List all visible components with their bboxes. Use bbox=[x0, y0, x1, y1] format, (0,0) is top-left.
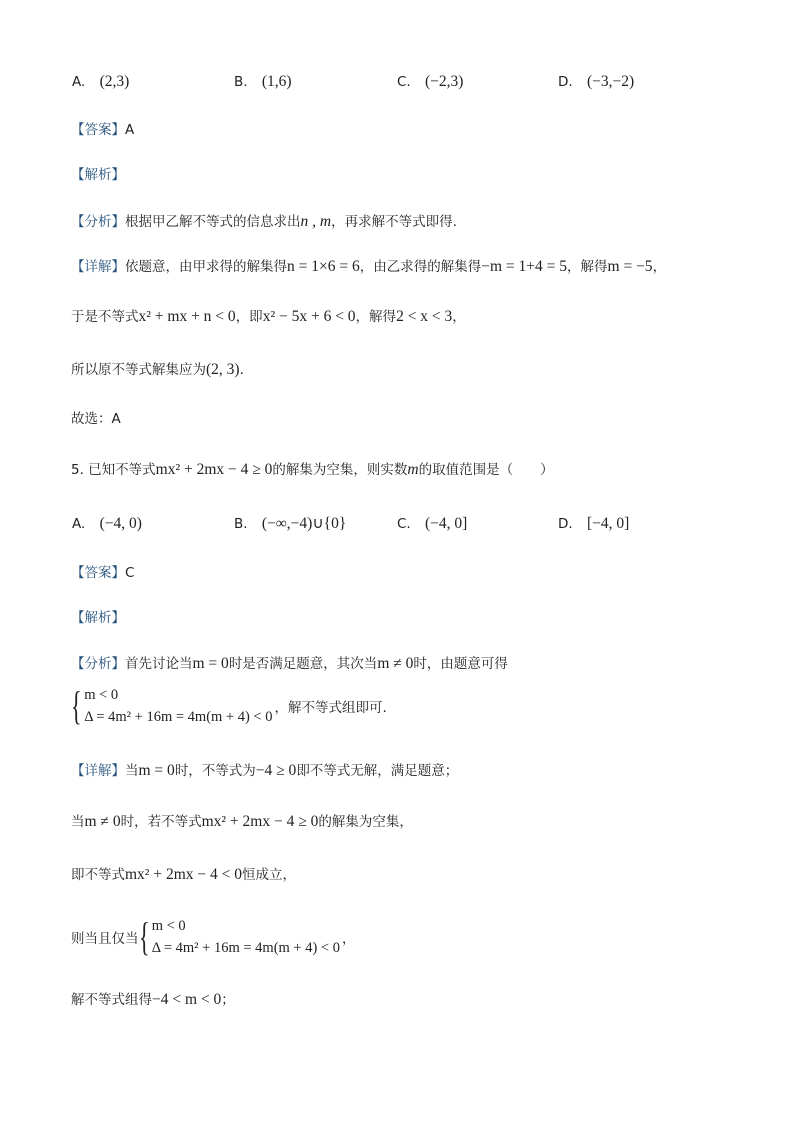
answer-label: 【答案】 bbox=[71, 122, 125, 138]
text: . bbox=[239, 362, 244, 378]
option-value: (−4, 0) bbox=[99, 515, 142, 532]
text: ， bbox=[652, 259, 667, 275]
q5-option-a bbox=[72, 516, 142, 532]
math: (2, 3) bbox=[206, 361, 240, 378]
option-letter: C. bbox=[397, 516, 411, 532]
q4-choice bbox=[71, 413, 121, 427]
q4-detail-line-1 bbox=[71, 259, 666, 275]
text: 即不等式无解，满足题意； bbox=[296, 763, 459, 779]
option-value: (−∞,−4)∪{0} bbox=[261, 515, 347, 532]
answer-label: 【答案】 bbox=[71, 565, 125, 581]
text: 时是否满足题意，其次当 bbox=[228, 656, 378, 672]
q5-detail-line-5 bbox=[71, 992, 235, 1008]
q5-fenxi bbox=[71, 656, 508, 672]
q5-detail-line-1 bbox=[71, 763, 458, 779]
q5-detail-line-2 bbox=[71, 814, 413, 830]
text: 则当且仅当 bbox=[71, 931, 139, 947]
text: 5. 已知不等式 bbox=[71, 462, 156, 478]
text: 于是不等式 bbox=[71, 309, 139, 325]
q4-answer bbox=[71, 124, 134, 138]
text: ，即 bbox=[235, 309, 263, 325]
math: m ≠ 0 bbox=[377, 655, 414, 672]
text: ，解不等式组即可. bbox=[274, 700, 387, 716]
math: x² + mx + n < 0 bbox=[138, 308, 236, 325]
math: mx² + 2mx − 4 ≥ 0 bbox=[155, 461, 273, 478]
q5-stem bbox=[71, 462, 554, 478]
text: 时，若不等式 bbox=[120, 814, 202, 830]
math: −4 < m < 0 bbox=[152, 991, 222, 1008]
text: 依题意，由甲求得的解集得 bbox=[125, 259, 287, 275]
math: m bbox=[407, 461, 419, 478]
q5-detail-line-3 bbox=[71, 867, 296, 883]
answer-value: C bbox=[125, 565, 135, 581]
option-letter: A. bbox=[72, 74, 86, 90]
text: 当 bbox=[71, 814, 85, 830]
q4-analysis-heading bbox=[71, 169, 125, 183]
math: m ≠ 0 bbox=[84, 813, 121, 830]
math: m = 0 bbox=[138, 762, 175, 779]
text: 的解集为空集，则实数 bbox=[272, 462, 408, 478]
fenxi-label: 【分析】 bbox=[71, 656, 125, 672]
math: n , m bbox=[300, 213, 332, 230]
text: 时，不等式为 bbox=[174, 763, 256, 779]
option-value: (1,6) bbox=[261, 73, 292, 90]
math: 2 < x < 3 bbox=[396, 308, 453, 325]
text: 故选：A bbox=[71, 411, 121, 427]
option-letter: B. bbox=[234, 516, 248, 532]
text: 所以原不等式解集应为 bbox=[71, 362, 206, 378]
option-letter: B. bbox=[234, 74, 248, 90]
text: 当 bbox=[125, 763, 139, 779]
fenxi-label: 【分析】 bbox=[71, 214, 125, 230]
q5-analysis-heading bbox=[71, 612, 125, 626]
text: 即不等式 bbox=[71, 867, 125, 883]
q5-detail-system bbox=[71, 914, 356, 959]
text: 根据甲乙解不等式的信息求出 bbox=[125, 214, 301, 230]
text: 恒成立， bbox=[241, 867, 296, 883]
system-line: Δ = 4m² + 16m = 4m(m + 4) < 0 bbox=[84, 708, 273, 725]
system-line: m < 0 bbox=[84, 686, 119, 703]
math: m = 0 bbox=[192, 655, 229, 672]
q5-option-c bbox=[397, 516, 467, 532]
q5-option-d bbox=[558, 516, 629, 532]
option-value: (−2,3) bbox=[425, 73, 464, 90]
q4-option-c bbox=[397, 74, 463, 90]
text: ，解得 bbox=[567, 259, 608, 275]
text: 时，由题意可得 bbox=[413, 656, 508, 672]
system-line: Δ = 4m² + 16m = 4m(m + 4) < 0 bbox=[151, 939, 340, 956]
q5-fenxi-system bbox=[71, 683, 387, 728]
q5-answer bbox=[71, 567, 134, 581]
q4-detail-line-3 bbox=[71, 362, 244, 378]
q5-option-b bbox=[234, 516, 346, 532]
option-letter: D. bbox=[558, 516, 573, 532]
answer-value: A bbox=[125, 122, 135, 138]
left-brace-icon: { bbox=[71, 683, 82, 728]
text: ， bbox=[341, 931, 356, 947]
text: 的取值范围是（ ） bbox=[418, 462, 554, 478]
detail-label: 【详解】 bbox=[71, 259, 125, 275]
option-letter: C. bbox=[397, 74, 411, 90]
system-line: m < 0 bbox=[151, 917, 186, 934]
math: n = 1×6 = 6 bbox=[287, 258, 360, 275]
option-value: (−4, 0] bbox=[425, 515, 468, 532]
text: 解不等式组得 bbox=[71, 992, 152, 1008]
q4-option-a bbox=[72, 74, 129, 90]
text: 首先讨论当 bbox=[125, 656, 193, 672]
option-letter: D. bbox=[558, 74, 573, 90]
q4-option-d bbox=[558, 74, 634, 90]
q4-detail-line-2 bbox=[71, 309, 466, 325]
analysis-label: 【解析】 bbox=[71, 167, 125, 183]
q4-option-b bbox=[234, 74, 292, 90]
text: 的解集为空集， bbox=[318, 814, 413, 830]
left-brace-icon: { bbox=[138, 914, 150, 959]
math: mx² + 2mx − 4 ≥ 0 bbox=[201, 813, 319, 830]
analysis-label: 【解析】 bbox=[71, 610, 125, 626]
text: ，解得 bbox=[355, 309, 397, 325]
text: ，再求解不等式即得. bbox=[331, 214, 457, 230]
text: ； bbox=[221, 992, 235, 1008]
option-letter: A. bbox=[72, 516, 86, 532]
option-value: [−4, 0] bbox=[586, 515, 630, 532]
math: −m = 1+4 = 5 bbox=[481, 258, 568, 275]
text: ， bbox=[452, 309, 466, 325]
option-value: (−3,−2) bbox=[586, 73, 635, 90]
detail-label: 【详解】 bbox=[71, 763, 125, 779]
math: −4 ≥ 0 bbox=[255, 762, 297, 779]
math: x² − 5x + 6 < 0 bbox=[262, 308, 356, 325]
math: mx² + 2mx − 4 < 0 bbox=[125, 866, 242, 883]
text: ，由乙求得的解集得 bbox=[359, 259, 482, 275]
q4-fenxi bbox=[71, 214, 457, 230]
option-value: (2,3) bbox=[99, 73, 130, 90]
math: m = −5 bbox=[607, 258, 653, 275]
